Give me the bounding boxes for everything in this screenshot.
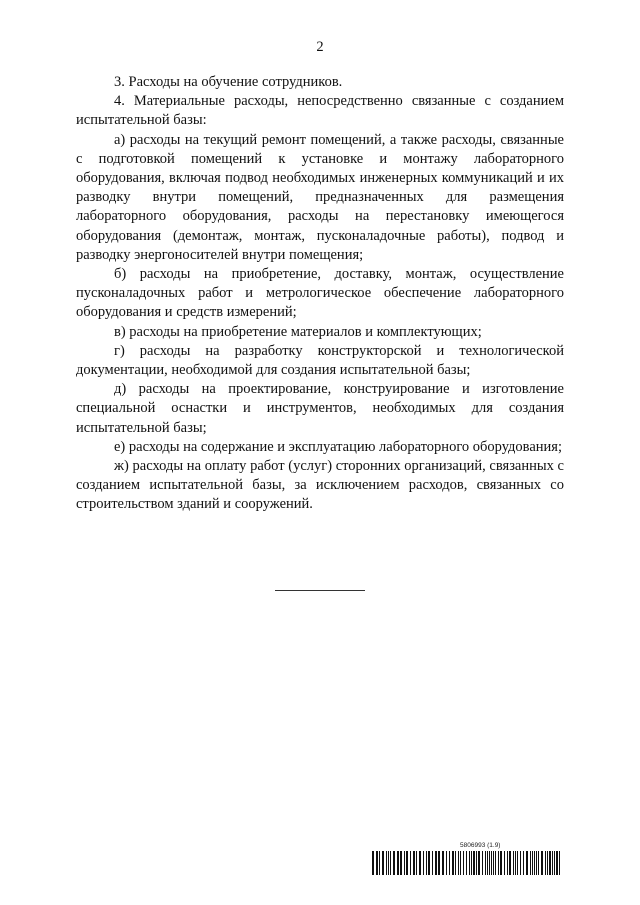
barcode-caption: 5806993 (1.9) bbox=[460, 842, 501, 849]
list-item-a-repair: а) расходы на текущий ремонт помещений, а также расходы, связанные с подготовкой помещений к установке и монтажу лабораторного оборудования, включая подвод необходимых инженерных коммуникаций и их разводку внутри помещений, предназначенных для размещения лабораторного оборудования, расходы на перестановку имеющегося оборудования (демонтаж, монтаж, пусконаладочные работы), подвод и разводку энергоносителей внутри помещения; bbox=[76, 131, 564, 263]
end-of-text-rule bbox=[275, 590, 365, 591]
list-item-zh-third-party: ж) расходы на оплату работ (услуг) сторонних организаций, связанных с созданием испытательной базы, за исключением расходов, связанных со строительством зданий и сооружений. bbox=[76, 458, 564, 513]
page-number: 2 bbox=[316, 39, 324, 55]
document-body bbox=[76, 73, 564, 515]
list-item-d-tooling: д) расходы на проектирование, конструирование и изготовление специальной оснастки и инструментов, необходимых для создания испытательной базы; bbox=[76, 381, 564, 436]
paragraph-employee-training: 3. Расходы на обучение сотрудников. bbox=[114, 74, 343, 90]
list-item-b-acquisition: б) расходы на приобретение, доставку, монтаж, осуществление пусконаладочных работ и метрологическое обеспечение лабораторного оборудования и средств измерений; bbox=[76, 266, 564, 321]
barcode-icon bbox=[372, 851, 562, 875]
list-item-e-maintenance: е) расходы на содержание и эксплуатацию лабораторного оборудования; bbox=[114, 438, 562, 455]
list-item-v-materials: в) расходы на приобретение материалов и комплектующих; bbox=[114, 323, 482, 340]
paragraph-material-expenses: 4. Материальные расходы, непосредственно связанные с созданием испытательной базы: bbox=[76, 93, 564, 129]
list-item-g-documentation: г) расходы на разработку конструкторской и технологической документации, необходимой для создания испытательной базы; bbox=[76, 342, 564, 379]
